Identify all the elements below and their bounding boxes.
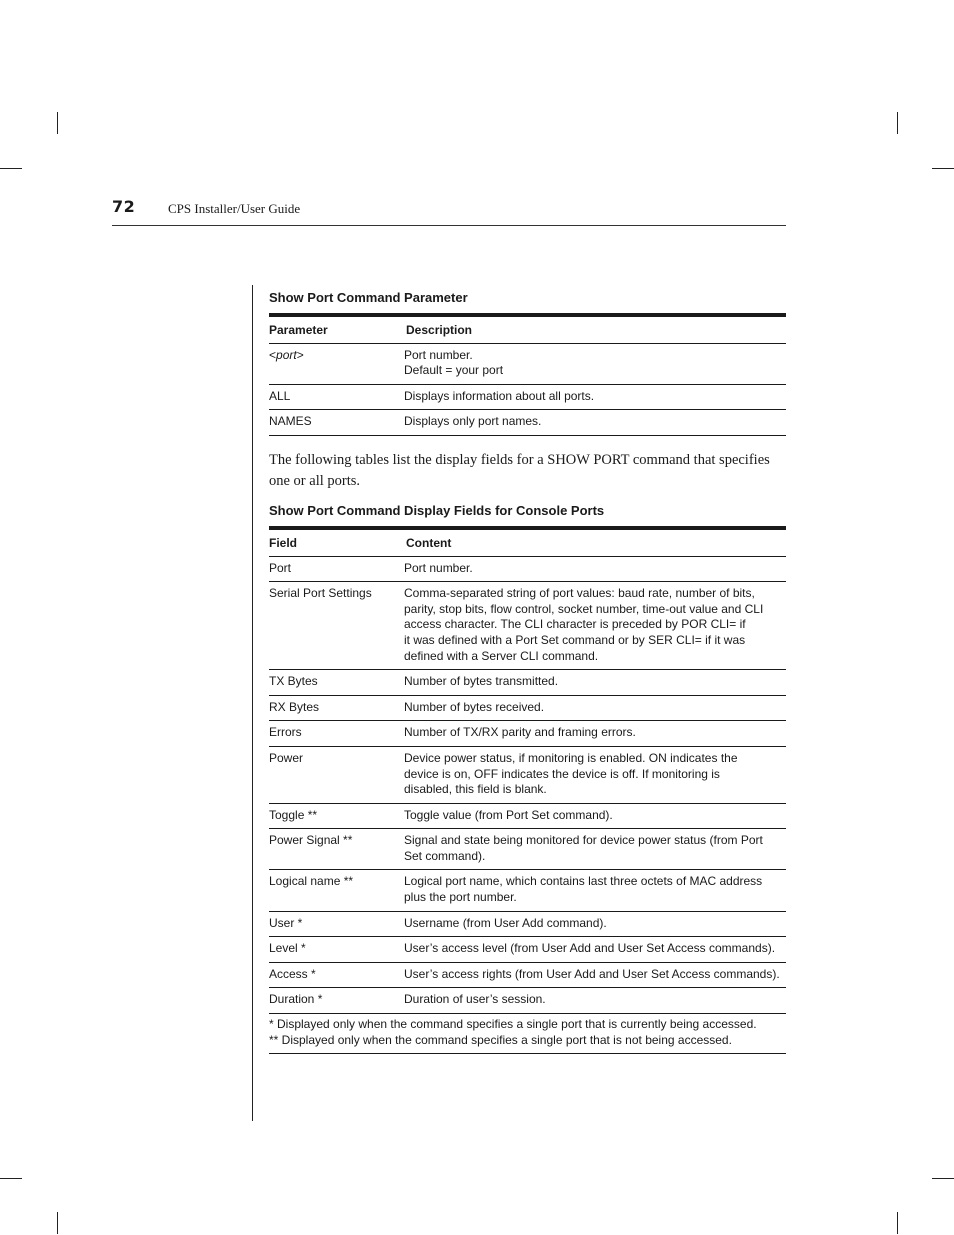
table-row — [269, 384, 786, 410]
field-cell: User * — [269, 911, 404, 937]
crop-mark — [0, 168, 22, 169]
content-cell — [404, 695, 786, 721]
parameter-cell: NAMES — [269, 410, 404, 436]
crop-mark — [57, 1212, 58, 1234]
table-row — [269, 343, 786, 384]
page-number: 72 — [112, 197, 136, 216]
content-cell — [404, 829, 786, 870]
content-line: Number of bytes received. — [404, 699, 545, 714]
bracket: < — [269, 347, 277, 362]
description-line: Displays only port names. — [404, 414, 542, 429]
table-body — [269, 556, 786, 1054]
field-cell: Serial Port Settings — [269, 582, 404, 670]
footnote: ** Displayed only when the command specifies a single port that is not being accessed. — [269, 1032, 732, 1047]
description-line: Port number. — [404, 347, 473, 362]
table-row — [269, 829, 786, 870]
column-header: Content — [406, 535, 452, 550]
bracket: > — [296, 347, 304, 362]
content-cell — [404, 721, 786, 747]
content-cell — [404, 962, 786, 988]
content-line: Port number. — [404, 560, 473, 575]
content-cell — [404, 911, 786, 937]
table-row — [269, 695, 786, 721]
margin-rule — [252, 285, 253, 1121]
crop-mark — [57, 112, 58, 134]
parameter-name: port — [276, 347, 297, 362]
content-cell — [404, 582, 786, 670]
table-row — [269, 410, 786, 436]
table-row — [269, 962, 786, 988]
column-header: Parameter — [269, 323, 328, 337]
table-row — [269, 670, 786, 696]
table-row — [269, 721, 786, 747]
parameter-table — [269, 313, 786, 436]
crop-mark — [897, 112, 898, 134]
content-cell — [404, 937, 786, 963]
content-line: Username (from User Add command). — [404, 915, 607, 930]
field-cell: Logical name ** — [269, 870, 404, 911]
content-line: Toggle value (from Port Set command). — [404, 807, 613, 822]
crop-mark — [897, 1212, 898, 1234]
table-title: Show Port Command Display Fields for Console Ports — [269, 502, 605, 518]
table-row — [269, 937, 786, 963]
content-line: it was defined with a Port Set command or by SER CLI= if it was — [404, 632, 746, 647]
content-line: Set command). — [404, 848, 486, 863]
content-cell — [404, 870, 786, 911]
table-row — [269, 911, 786, 937]
table-row — [269, 988, 786, 1014]
description-line: Displays information about all ports. — [404, 388, 595, 403]
column-header: Description — [406, 323, 473, 337]
table-notes — [269, 1014, 786, 1054]
table-notes-row — [269, 1014, 786, 1054]
field-cell: Power Signal ** — [269, 829, 404, 870]
field-cell: Toggle ** — [269, 803, 404, 829]
description-cell — [404, 343, 786, 384]
description-line: Default = your port — [404, 363, 504, 378]
table-header-row — [269, 315, 786, 343]
description-cell — [404, 384, 786, 410]
table-row — [269, 582, 786, 670]
body-paragraph: The following tables list the display fields for a SHOW PORT command that specifies one or all ports. — [269, 451, 770, 489]
crop-mark — [0, 1178, 22, 1179]
display-fields-table — [269, 526, 786, 1054]
field-cell: Level * — [269, 937, 404, 963]
content-line: Logical port name, which contains last three octets of MAC address — [404, 874, 763, 889]
table-header-row — [269, 528, 786, 556]
running-head: CPS Installer/User Guide — [168, 201, 301, 216]
table-title: Show Port Command Parameter — [269, 290, 468, 305]
content-cell — [404, 746, 786, 803]
content-line: Number of TX/RX parity and framing errors. — [404, 725, 636, 740]
content-line: Signal and state being monitored for device power status (from Port — [404, 833, 763, 848]
footnote: * Displayed only when the command specifies a single port that is currently being accessed. — [269, 1017, 757, 1032]
field-cell: Power — [269, 746, 404, 803]
table-row — [269, 870, 786, 911]
table-row — [269, 556, 786, 582]
page-content — [269, 290, 786, 1054]
field-cell: RX Bytes — [269, 695, 404, 721]
content-line: User’s access rights (from User Add and User Set Access commands). — [404, 966, 780, 981]
table-row — [269, 746, 786, 803]
content-cell — [404, 803, 786, 829]
content-line: Number of bytes transmitted. — [404, 674, 559, 689]
field-cell: Duration * — [269, 988, 404, 1014]
content-line: User’s access level (from User Add and User Set Access commands). — [404, 941, 776, 956]
content-line: access character. The CLI character is preceded by POR CLI= if — [404, 617, 746, 632]
content-cell — [404, 988, 786, 1014]
content-line: disabled, this field is blank. — [404, 782, 547, 797]
content-cell — [404, 670, 786, 696]
content-line: defined with a Server CLI command. — [404, 648, 599, 663]
content-line: Duration of user’s session. — [404, 992, 546, 1007]
page-header — [112, 197, 786, 226]
content-line: parity, stop bits, flow control, socket number, time-out value and CLI — [404, 601, 764, 616]
parameter-cell: ALL — [269, 384, 404, 410]
content-line: Device power status, if monitoring is enabled. ON indicates the — [404, 750, 738, 765]
parameter-cell — [269, 343, 404, 384]
description-cell — [404, 410, 786, 436]
content-line: plus the port number. — [404, 890, 517, 905]
field-cell: TX Bytes — [269, 670, 404, 696]
column-header: Field — [269, 535, 298, 550]
table-row — [269, 803, 786, 829]
crop-mark — [932, 1178, 954, 1179]
content-cell — [404, 556, 786, 582]
field-cell: Port — [269, 556, 404, 582]
crop-mark — [932, 168, 954, 169]
content-line: Comma-separated string of port values: baud rate, number of bits, — [404, 586, 755, 601]
field-cell: Access * — [269, 962, 404, 988]
field-cell: Errors — [269, 721, 404, 747]
content-line: device is on, OFF indicates the device is off. If monitoring is — [404, 766, 720, 781]
